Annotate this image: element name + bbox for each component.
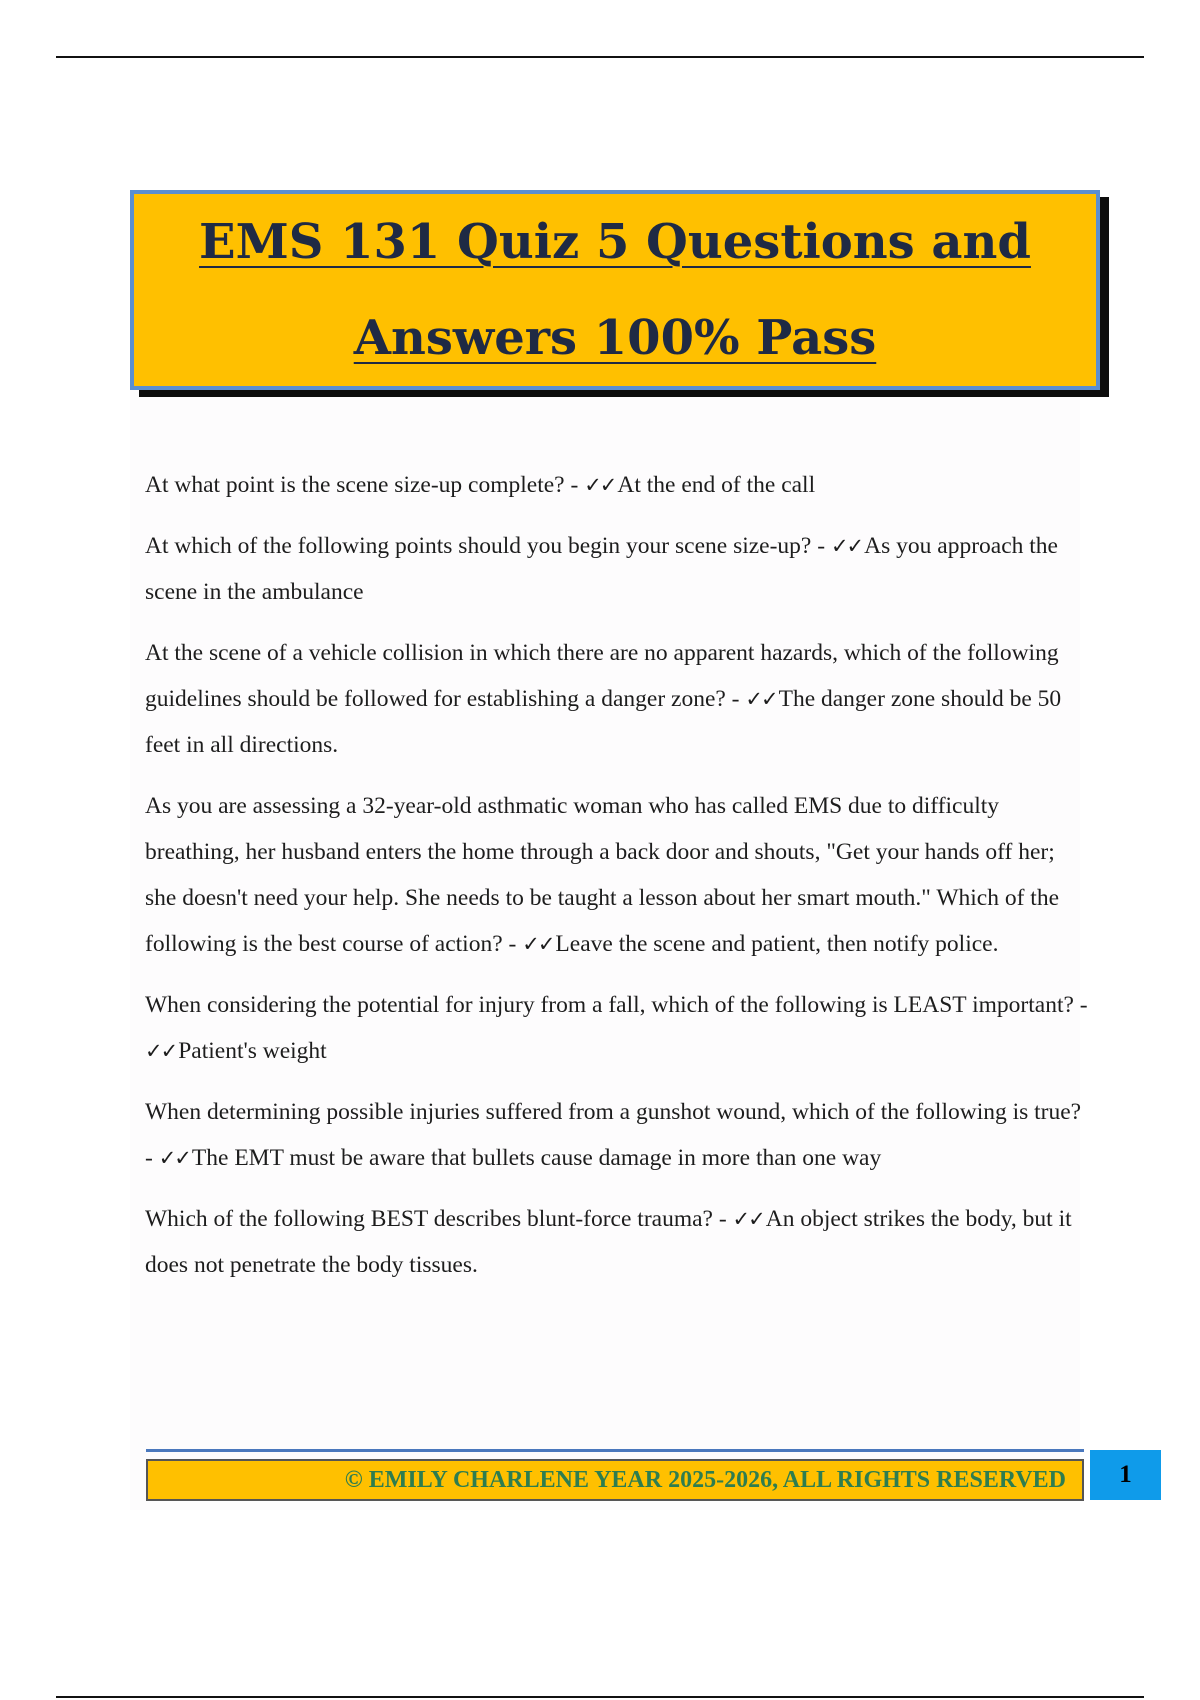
check-mark-icon: ✓✓ [158,1146,190,1170]
top-rule [56,56,1144,58]
check-mark-icon: ✓✓ [830,534,863,558]
answer-text: Leave the scene and patient, then notify police. [555,931,999,957]
answer-text: The EMT must be aware that bullets cause damage in more than one way [191,1145,882,1171]
qa-item [145,630,1090,768]
question-text: At which of the following points should you begin your scene size-up? - [145,533,831,559]
qa-item [145,982,1090,1074]
qa-item [145,1196,1090,1288]
check-mark-icon: ✓✓ [145,1039,177,1063]
answer-text: As you approach the scene in the ambulance [145,533,1058,605]
check-mark-icon: ✓✓ [584,473,616,497]
question-text: At the scene of a vehicle collision in which there are no apparent hazards, which of the following guidelines should be followed for establishing a danger zone? - [145,640,1059,712]
page-number: 1 [1090,1450,1161,1500]
check-mark-icon: ✓✓ [732,1207,764,1231]
footer-divider [146,1449,1084,1452]
answer-text: An object strikes the body, but it does not penetrate the body tissues. [145,1206,1072,1278]
title-text-2: Answers 100% Pass [353,310,877,366]
check-mark-icon: ✓✓ [745,687,777,711]
qa-list [145,462,1090,1303]
answer-text: The danger zone should be 50 feet in all directions. [145,686,1062,758]
copyright-footer: © EMILY CHARLENE YEAR 2025-2026, ALL RIGHTS RESERVED [146,1459,1084,1501]
title-line-1 [134,194,1096,290]
qa-item [145,523,1090,615]
question-text: Which of the following BEST describes blunt-force trauma? - [145,1206,733,1232]
qa-item [145,462,1090,508]
question-text: At what point is the scene size-up complete? - [145,472,585,498]
qa-item [145,783,1090,967]
answer-text: Patient's weight [178,1038,327,1064]
answer-text: At the end of the call [617,472,816,498]
question-text: As you are assessing a 32-year-old asthmatic woman who has called EMS due to difficulty breathing, her husband enters the home through a back door and shouts, "Get your hands off her; she doesn't need your help. She needs to be taught a lesson about her smart mouth." Which of the following is the best course of action? - [145,793,1060,957]
question-text: When considering the potential for injury from a fall, which of the following is LEAST important? - [145,992,1088,1018]
qa-item [145,1089,1090,1181]
question-text: When determining possible injuries suffered from a gunshot wound, which of the following is true? - [145,1099,1082,1171]
title-line-2 [134,290,1096,386]
bottom-rule [56,1696,1144,1698]
title-text-1: EMS 131 Quiz 5 Questions and [199,214,1031,270]
check-mark-icon: ✓✓ [522,932,554,956]
title-banner [130,190,1100,390]
